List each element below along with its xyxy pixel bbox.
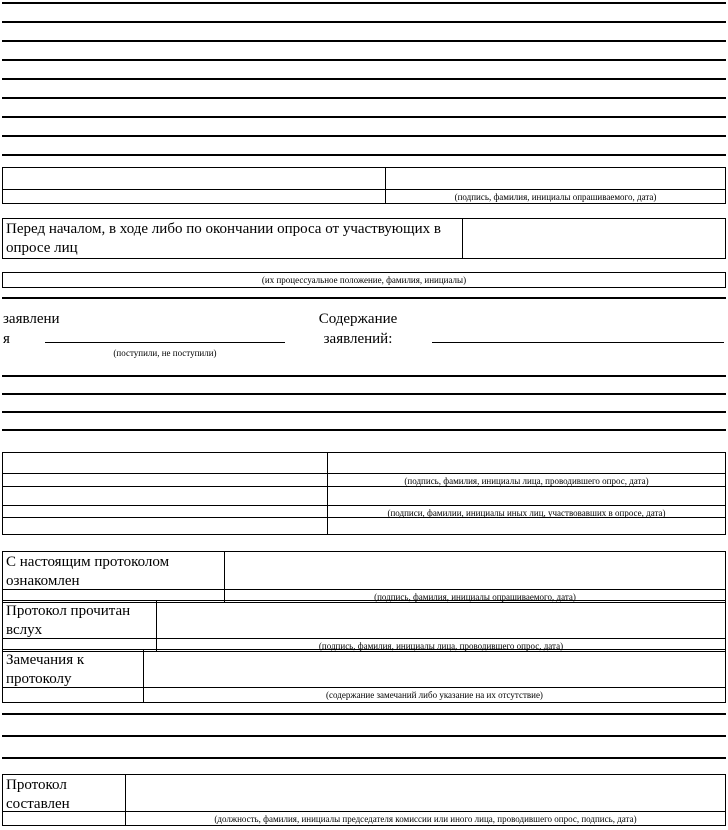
respondent-signature-value-cell[interactable] bbox=[386, 168, 725, 189]
writing-line[interactable] bbox=[2, 21, 726, 40]
protocol-composed-input-cell[interactable] bbox=[126, 775, 725, 811]
respondent-signature-caption-left-cell bbox=[3, 190, 386, 203]
interviewer-signature-caption: (подпись, фамилия, инициалы лица, проводившего опрос, дата) bbox=[404, 476, 649, 486]
other-participants-left-cell[interactable] bbox=[3, 487, 328, 505]
statements-content-label: Содержание заявлений: bbox=[318, 311, 398, 347]
writing-line[interactable] bbox=[2, 429, 726, 447]
writing-line[interactable] bbox=[2, 135, 726, 154]
read-aloud-input-cell[interactable] bbox=[157, 601, 725, 638]
remarks-caption: (содержание замечаний либо указание на их отсутствие) bbox=[326, 690, 543, 700]
interviewer-signatures-table bbox=[2, 452, 726, 535]
protocol-composed-label: Протокол составлен bbox=[3, 775, 126, 811]
statements-label-line1: заявлени bbox=[3, 311, 60, 327]
writing-line[interactable] bbox=[2, 375, 726, 393]
top-writing-lines bbox=[2, 2, 726, 173]
statements-received-underline[interactable] bbox=[45, 329, 285, 343]
statements-content-underline[interactable] bbox=[432, 329, 724, 343]
read-aloud-table bbox=[2, 600, 726, 652]
statements-label-line2: я bbox=[3, 331, 10, 347]
bottom-writing-lines bbox=[2, 713, 726, 779]
statements-writing-lines bbox=[2, 375, 726, 447]
writing-line[interactable] bbox=[2, 97, 726, 116]
writing-line[interactable] bbox=[2, 78, 726, 97]
extra-left-cell[interactable] bbox=[3, 518, 328, 534]
respondent-signature-table bbox=[2, 167, 726, 204]
read-aloud-caption: (подпись, фамилия, инициалы лица, проводившего опрос, дата) bbox=[318, 641, 564, 651]
caption-left-spacer-cell bbox=[3, 506, 328, 517]
writing-line[interactable] bbox=[2, 2, 726, 21]
caption-left-spacer-cell bbox=[3, 474, 328, 486]
writing-line[interactable] bbox=[2, 713, 726, 735]
acknowledgement-caption: (подпись, фамилия, инициалы опрашиваемого, дата) bbox=[374, 592, 576, 602]
extra-value-cell[interactable] bbox=[328, 518, 725, 534]
other-participants-caption: (подписи, фамилии, инициалы иных лиц, участвовавших в опросе, дата) bbox=[387, 508, 666, 517]
read-aloud-label: Протокол прочитан вслух bbox=[3, 601, 157, 638]
protocol-composed-caption: (должность, фамилия, инициалы председателя комиссии или иного лица, проводившего опрос, подпись, дата) bbox=[214, 814, 637, 824]
participants-box-label: Перед началом, в ходе либо по окончании опроса от участвующих в опросе лиц bbox=[3, 219, 463, 258]
statements-received-caption: (поступили, не поступили) bbox=[113, 348, 217, 358]
caption-left-spacer-cell bbox=[3, 688, 144, 702]
writing-line[interactable] bbox=[2, 735, 726, 757]
interviewer-signature-left-cell[interactable] bbox=[3, 453, 328, 473]
writing-line[interactable] bbox=[2, 59, 726, 78]
participants-caption-strip: (их процессуальное положение, фамилия, инициалы) bbox=[2, 272, 726, 288]
writing-line[interactable] bbox=[2, 411, 726, 429]
remarks-input-cell[interactable] bbox=[144, 650, 725, 687]
respondent-signature-caption: (подпись, фамилия, инициалы опрашиваемого, дата) bbox=[454, 192, 657, 202]
protocol-composed-table bbox=[2, 774, 726, 826]
caption-left-spacer-cell bbox=[3, 812, 126, 825]
remarks-label: Замечания к протоколу bbox=[3, 650, 144, 687]
acknowledgement-table bbox=[2, 551, 726, 603]
acknowledgement-input-cell[interactable] bbox=[225, 552, 725, 589]
respondent-signature-left-cell[interactable] bbox=[3, 168, 386, 189]
writing-line[interactable] bbox=[2, 393, 726, 411]
other-participants-value-cell[interactable] bbox=[328, 487, 725, 505]
participants-box-input-cell[interactable] bbox=[463, 219, 725, 258]
statements-top-line bbox=[2, 297, 726, 299]
writing-line[interactable] bbox=[2, 40, 726, 59]
writing-line[interactable] bbox=[2, 116, 726, 135]
participants-box bbox=[2, 218, 726, 259]
acknowledgement-label: С настоящим протоколом ознакомлен bbox=[3, 552, 225, 589]
interviewer-signature-value-cell[interactable] bbox=[328, 453, 725, 473]
remarks-table bbox=[2, 649, 726, 703]
